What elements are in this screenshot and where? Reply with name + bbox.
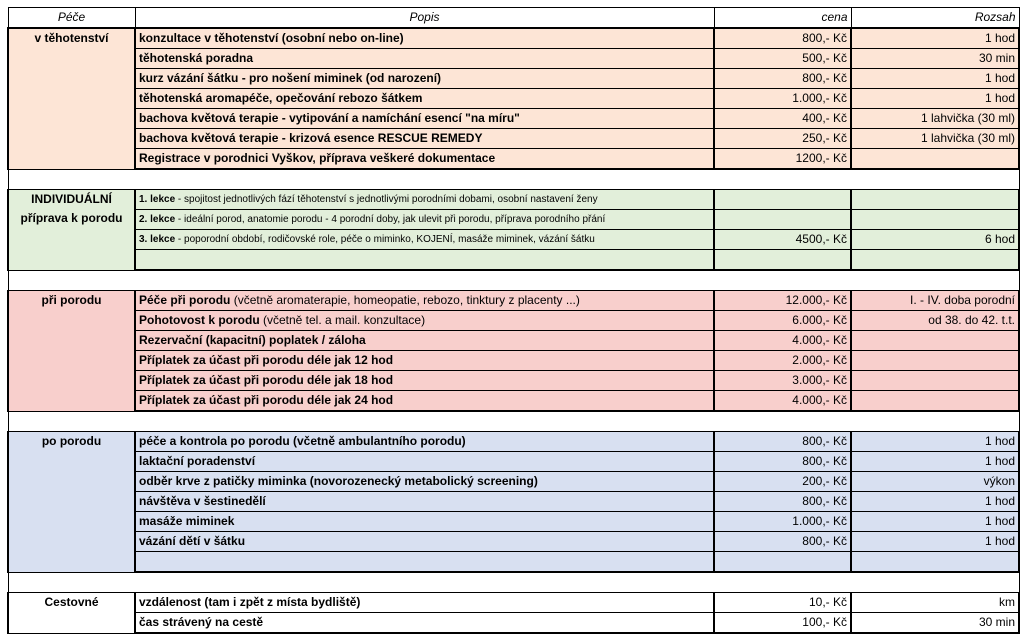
price-cell: [714, 552, 851, 573]
range-cell: [851, 391, 1019, 412]
description-text: bachova květová terapie - vytipování a namíchání esencí "na míru": [139, 111, 520, 125]
description-text: vzdálenost (tam i zpět z místa bydliště): [139, 595, 361, 609]
section-gap: [8, 169, 1019, 190]
price-cell: [714, 210, 851, 230]
price-cell: 500,- Kč: [714, 49, 851, 69]
description-text: masáže miminek: [139, 514, 235, 528]
range-cell: 30 min: [851, 613, 1019, 634]
description-cell: [135, 371, 714, 391]
category-label: po porodu: [41, 434, 102, 448]
description-text: vázání dětí v šátku: [139, 534, 246, 548]
category-cell-pri-porodu: [8, 291, 135, 412]
category-cell-po-porodu: [8, 432, 135, 573]
price-cell: 10,- Kč: [714, 593, 851, 613]
table-row: [8, 250, 1019, 271]
description-cell: [135, 532, 714, 552]
section-gap: [8, 572, 1019, 593]
lesson-label: 2. lekce: [139, 214, 176, 225]
table-row: [8, 69, 1019, 89]
price-cell: 4.000,- Kč: [714, 391, 851, 412]
range-cell: [851, 190, 1019, 210]
description-cell: [135, 190, 714, 210]
price-cell: 12.000,- Kč: [714, 291, 851, 311]
description-text: Příplatek za účast při porodu déle jak 12 hod: [139, 353, 394, 367]
description-cell: [135, 492, 714, 512]
description-cell: [135, 250, 714, 271]
description-text: Registrace v porodnici Vyškov, příprava veškeré dokumentace: [139, 151, 496, 165]
description-text: kurz vázání šátku - pro nošení miminek (od narození): [139, 71, 442, 85]
category-cell-tehotenstvi: [8, 28, 135, 169]
table-row: [8, 291, 1019, 311]
price-cell: 1.000,- Kč: [714, 512, 851, 532]
price-cell: 250,- Kč: [714, 129, 851, 149]
description-cell: [135, 49, 714, 69]
category-label: INDIVIDUÁLNÍ: [31, 192, 112, 206]
price-cell: 800,- Kč: [714, 432, 851, 452]
range-cell: od 38. do 42. t.t.: [851, 311, 1019, 331]
description-cell: [135, 472, 714, 492]
range-cell: [851, 331, 1019, 351]
price-cell: 100,- Kč: [714, 613, 851, 634]
gap-cell: [8, 270, 1019, 291]
table-row: [8, 210, 1019, 230]
price-cell: 3.000,- Kč: [714, 371, 851, 391]
range-cell: 1 lahvička (30 ml): [851, 129, 1019, 149]
range-cell: 1 hod: [851, 512, 1019, 532]
table-row: [8, 351, 1019, 371]
range-cell: výkon: [851, 472, 1019, 492]
description-cell: [135, 391, 714, 412]
description-cell: [135, 432, 714, 452]
table-row: [8, 532, 1019, 552]
table-row: [8, 371, 1019, 391]
description-text: čas strávený na cestě: [139, 615, 264, 629]
table-row: [8, 311, 1019, 331]
header-row: [8, 8, 1019, 29]
table-row: [8, 472, 1019, 492]
lesson-label: 3. lekce: [139, 234, 176, 245]
gap-cell: [8, 572, 1019, 593]
category-cell-individualni: [8, 190, 135, 271]
table-row: [8, 552, 1019, 573]
price-cell: [714, 190, 851, 210]
description-cell: [135, 311, 714, 331]
table-row: [8, 512, 1019, 532]
range-cell: km: [851, 593, 1019, 613]
description-cell: [135, 129, 714, 149]
description-note: (včetně aromaterapie, homeopatie, rebozo, tinktury z placenty ...): [230, 293, 580, 307]
price-cell: 1.000,- Kč: [714, 89, 851, 109]
price-cell: 800,- Kč: [714, 452, 851, 472]
section-gap: [8, 411, 1019, 432]
gap-cell: [8, 411, 1019, 432]
description-cell: [135, 210, 714, 230]
gap-cell: [8, 169, 1019, 190]
description-text: odběr krve z patičky miminka (novorozenecký metabolický screening): [139, 474, 538, 488]
description-text: Pohotovost k porodu: [139, 313, 260, 327]
description-cell: [135, 28, 714, 49]
description-text: těhotenská poradna: [139, 51, 254, 65]
price-cell: 2.000,- Kč: [714, 351, 851, 371]
range-cell: 30 min: [851, 49, 1019, 69]
description-cell: [135, 351, 714, 371]
range-cell: 1 hod: [851, 28, 1019, 49]
range-cell: 1 hod: [851, 492, 1019, 512]
price-cell: 6.000,- Kč: [714, 311, 851, 331]
description-text: bachova květová terapie - krizová esence RESCUE REMEDY: [139, 131, 483, 145]
category-label: v těhotenství: [34, 31, 109, 45]
category-cell-cestovne: [8, 593, 135, 634]
table-row: [8, 129, 1019, 149]
description-text: - ideální porod, anatomie porodu - 4 porodní doby, jak ulevit při porodu, příprava porodního přání: [175, 214, 606, 225]
price-cell: 800,- Kč: [714, 492, 851, 512]
range-cell: [851, 371, 1019, 391]
range-cell: I. - IV. doba porodní: [851, 291, 1019, 311]
category-label: při porodu: [41, 293, 102, 307]
header-range: Rozsah: [851, 8, 1019, 29]
range-cell: 1 hod: [851, 69, 1019, 89]
price-cell: 4.000,- Kč: [714, 331, 851, 351]
range-cell: 1 hod: [851, 89, 1019, 109]
description-cell: [135, 230, 714, 250]
description-cell: [135, 452, 714, 472]
description-cell: [135, 89, 714, 109]
description-text: konzultace v těhotenství (osobní nebo on-line): [139, 31, 404, 45]
table-row: [8, 109, 1019, 129]
description-text: - poporodní období, rodičovské role, péče o miminko, KOJENÍ, masáže miminek, vázání šátku: [175, 234, 595, 245]
table-row: [8, 391, 1019, 412]
description-cell: [135, 552, 714, 573]
description-text: laktační poradenství: [139, 454, 256, 468]
description-text: Péče při porodu: [139, 293, 231, 307]
description-text: péče a kontrola po porodu (včetně ambulantního porodu): [139, 434, 466, 448]
price-list-body: [8, 8, 1019, 634]
description-cell: [135, 512, 714, 532]
description-cell: [135, 109, 714, 129]
price-cell: 400,- Kč: [714, 109, 851, 129]
table-row: [8, 89, 1019, 109]
price-cell: [714, 250, 851, 271]
description-text: těhotenská aromapéče, opečování rebozo šátkem: [139, 91, 423, 105]
range-cell: [851, 250, 1019, 271]
range-cell: 1 hod: [851, 452, 1019, 472]
section-gap: [8, 270, 1019, 291]
table-row: [8, 28, 1019, 49]
price-cell: 800,- Kč: [714, 69, 851, 89]
description-text: Příplatek za účast při porodu déle jak 24 hod: [139, 393, 394, 407]
header-price: cena: [714, 8, 851, 29]
range-cell: [851, 149, 1019, 170]
header-category: Péče: [8, 8, 135, 29]
range-cell: [851, 210, 1019, 230]
range-cell: 1 hod: [851, 532, 1019, 552]
header-description: Popis: [135, 8, 714, 29]
range-cell: [851, 552, 1019, 573]
table-row: [8, 149, 1019, 170]
table-row: [8, 432, 1019, 452]
price-cell: 200,- Kč: [714, 472, 851, 492]
price-cell: 800,- Kč: [714, 28, 851, 49]
table-row: [8, 49, 1019, 69]
description-cell: [135, 149, 714, 170]
price-list-table: [7, 7, 1020, 634]
table-row: [8, 331, 1019, 351]
range-cell: 1 hod: [851, 432, 1019, 452]
price-cell: 800,- Kč: [714, 532, 851, 552]
description-text: - spojitost jednotlivých fází těhotenství s jednotlivými porodními dobami, osobní nastavení ženy: [175, 194, 598, 205]
range-cell: [851, 351, 1019, 371]
table-row: [8, 452, 1019, 472]
description-cell: [135, 593, 714, 613]
description-text: Příplatek za účast při porodu déle jak 18 hod: [139, 373, 394, 387]
price-cell: 1200,- Kč: [714, 149, 851, 170]
table-row: [8, 492, 1019, 512]
description-cell: [135, 291, 714, 311]
lesson-label: 1. lekce: [139, 194, 176, 205]
category-label: Cestovné: [44, 595, 99, 609]
description-text: Rezervační (kapacitní) poplatek / záloha: [139, 333, 366, 347]
description-cell: [135, 331, 714, 351]
table-row: [8, 230, 1019, 250]
table-row: [8, 613, 1019, 634]
range-cell: 6 hod: [851, 230, 1019, 250]
table-row: [8, 190, 1019, 210]
table-row: [8, 593, 1019, 613]
category-label: příprava k porodu: [20, 211, 123, 225]
range-cell: 1 lahvička (30 ml): [851, 109, 1019, 129]
description-cell: [135, 69, 714, 89]
description-note: (včetně tel. a mail. konzultace): [259, 313, 426, 327]
description-cell: [135, 613, 714, 634]
description-text: návštěva v šestinedělí: [139, 494, 266, 508]
price-cell: 4500,- Kč: [714, 230, 851, 250]
